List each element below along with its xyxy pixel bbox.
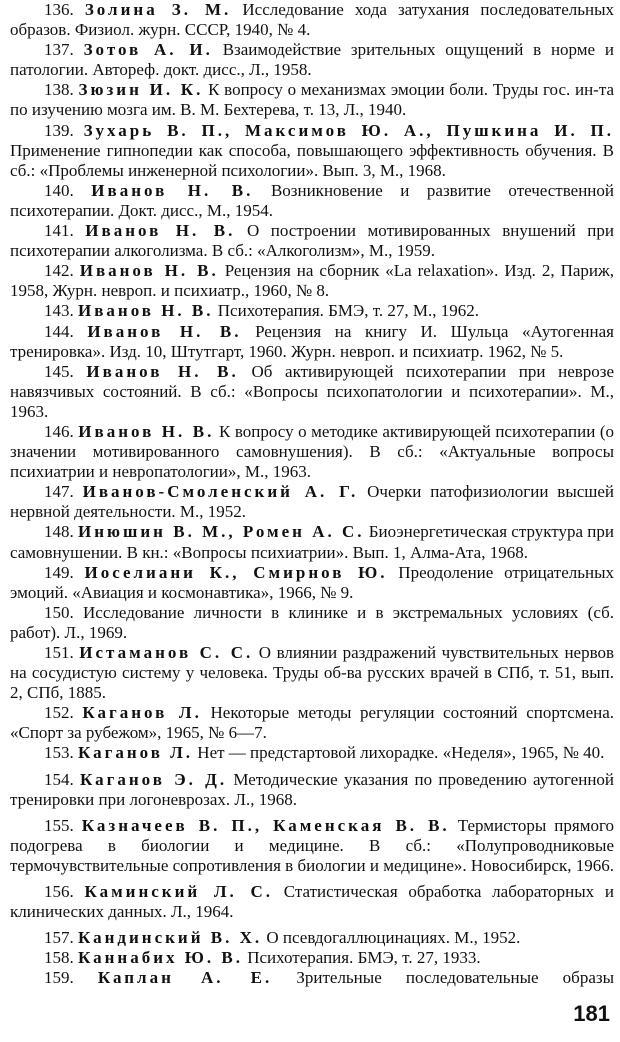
entry-number: 144. <box>44 321 74 341</box>
entry-text: Психотерапия. БМЭ, т. 27, М., 1962. <box>217 301 480 321</box>
entry-author: Иванов Н. В. <box>78 421 215 441</box>
entry-number: 158. <box>44 948 74 968</box>
entry-author: Иванов Н. В. <box>78 301 214 321</box>
entry-text: Взаимодействие зрительных ощущений в норме и патологии. Автореф. докт. дисс., Л., 1958. <box>10 40 615 80</box>
entry-author: Иванов Н. В. <box>91 180 254 200</box>
entry-number: 151. <box>44 643 74 662</box>
entry-author: Зухарь В. П., Максимов Ю. А., Пушкина И. П. <box>83 120 614 140</box>
bibliography-entry-156 <box>10 882 614 922</box>
bibliography-entry-140 <box>10 181 614 221</box>
entry-number: 157. <box>44 928 74 948</box>
entry-text: Рецензия на сборник «La relaxation». Изд. 2, Париж, 1958, Журн. невроп. и психиатр., 1960, № 8. <box>10 261 615 301</box>
entry-number: 156. <box>44 882 74 902</box>
entry-number: 145. <box>44 361 74 381</box>
entry-text: Психотерапия. БМЭ, т. 27, 1933. <box>247 948 481 968</box>
entry-author: Зотов А. И. <box>83 40 213 60</box>
bibliography-entry-157 <box>10 928 614 948</box>
entry-number: 147. <box>44 482 74 502</box>
page-number: 181 <box>573 1001 610 1026</box>
entry-author: Каганов Э. Д. <box>80 769 228 789</box>
entry-number: 149. <box>44 562 74 582</box>
entry-author: Иванов Н. В. <box>87 321 242 341</box>
entry-author: Казначеев В. П., Каменская В. В. <box>81 815 450 835</box>
entry-author: Иванов Н. В. <box>79 261 219 281</box>
entry-text: Об активирующей психотерапии при неврозе навязчивых состояний. В сб.: «Вопросы психопатологии и психотерапии». М., 1963. <box>10 361 615 421</box>
entry-author: Каннабих Ю. В. <box>78 948 243 968</box>
entry-text: Очерки патофизиологии высшей нервной деятельности. М., 1952. <box>10 482 615 522</box>
bibliography-entry-151 <box>10 643 614 703</box>
entry-number: 138. <box>44 80 74 100</box>
entry-text: Нет — предстартовой лихорадке. «Неделя», 1965, № 40. <box>197 743 605 763</box>
entry-text: Исследование личности в клинике и в экстремальных условиях (сб. работ). Л., 1969. <box>10 602 614 642</box>
entry-number: 140. <box>44 180 74 200</box>
bibliography-entry-138 <box>10 80 614 120</box>
bibliography-entry-158 <box>10 948 614 968</box>
entry-author: Каплан А. Е. <box>97 968 273 988</box>
entry-text: Преодоление отрицательных эмоций. «Авиация и космонавтика», 1966, № 9. <box>10 562 615 602</box>
entry-text: Термисторы прямого подогрева в биологии и медицине. В сб.: «Полупроводниковые термочувствительные сопротивления в биологии и медицине». Новосибирск, 1966. <box>10 815 615 875</box>
bibliography-entry-153 <box>10 743 614 763</box>
entry-text: Биоэнергетическая структура при самовнушении. В кн.: «Вопросы психиатрии». Вып. 1, Алма-Ата, 1968. <box>10 522 614 562</box>
bibliography-entry-146 <box>10 422 614 482</box>
entry-author: Истаманов С. С. <box>79 643 254 662</box>
entry-author: Иванов Н. В. <box>85 221 236 241</box>
entry-text: Методические указания по проведению аутогенной тренировки при логоневрозах. Л., 1968. <box>10 769 615 809</box>
bibliography-entry-154 <box>10 770 614 810</box>
bibliography-entry-137 <box>10 40 614 80</box>
bibliography-entry-144 <box>10 322 614 362</box>
entry-author: Каганов Л. <box>78 743 194 763</box>
entry-text: К вопросу о методике активирующей психотерапии (о значении мотивированного самовнушения). В сб.: «Актуальные вопросы психиатрии и невропатологии», М., 1963. <box>10 421 614 482</box>
entry-number: 154. <box>44 769 74 789</box>
entry-number: 159. <box>44 968 74 988</box>
bibliography-entry-136 <box>10 0 614 40</box>
entry-author: Зюзин И. К. <box>78 80 204 100</box>
entry-number: 137. <box>44 40 74 60</box>
entry-author: Инюшин В. М., Ромен А. С. <box>78 522 365 542</box>
bibliography-entry-149 <box>10 563 614 603</box>
entry-text: Статистическая обработка лабораторных и клинических данных. Л., 1964. <box>10 882 614 922</box>
entry-author: Иванов-Смоленский А. Г. <box>82 482 359 502</box>
entry-author: Золина З. М. <box>84 0 232 19</box>
bibliography-entry-155 <box>10 816 614 876</box>
bibliography-entry-150 <box>10 603 614 643</box>
bibliography-entry-143 <box>10 301 614 321</box>
entry-number: 141. <box>44 221 74 241</box>
entry-text: К вопросу о механизмах эмоции боли. Труды гос. ин-та по изучению мозга им. В. М. Бехтерева, т. 13, Л., 1940. <box>10 80 615 120</box>
entry-number: 150. <box>44 602 74 622</box>
entry-number: 152. <box>44 703 74 723</box>
entry-number: 148. <box>44 522 74 542</box>
entry-number: 136. <box>44 0 74 19</box>
entry-number: 146. <box>44 421 74 441</box>
bibliography-entry-152 <box>10 703 614 743</box>
entry-text: Некоторые методы регуляции состояний спортсмена. «Спорт за рубежом», 1965, № 6—7. <box>10 703 615 743</box>
entry-number: 143. <box>44 301 74 321</box>
bibliography-page <box>10 0 614 989</box>
entry-number: 142. <box>44 261 74 281</box>
entry-number: 153. <box>44 743 74 763</box>
entry-author: Иванов Н. В. <box>86 361 239 381</box>
entry-text: Применение гипнопедии как способа, повышающего эффективность обучения. В сб.: «Проблемы инженерной психологии». Вып. 3, М., 1968. <box>10 140 614 180</box>
entry-author: Каминский Л. С. <box>84 882 274 902</box>
entry-text: О псевдогаллюцинациях. М., 1952. <box>266 928 521 948</box>
entry-text: Зрительные последовательные образы <box>296 968 615 988</box>
bibliography-entry-145 <box>10 362 614 422</box>
bibliography-entry-148 <box>10 522 614 562</box>
entry-number: 155. <box>44 815 74 835</box>
entry-author: Иоселиани К., Смирнов Ю. <box>84 562 388 582</box>
entry-text: Возникновение и развитие отечественной психотерапии. Докт. дисс., М., 1954. <box>10 180 615 220</box>
entry-number: 139. <box>44 120 74 140</box>
entry-author: Каганов Л. <box>82 703 202 723</box>
entry-text: Исследование хода затухания последовательных образов. Физиол. журн. СССР, 1940, № 4. <box>10 0 615 40</box>
entry-author: Кандинский В. Х. <box>78 928 263 948</box>
entry-text: О построении мотивированных внушений при психотерапии алкоголизма. В сб.: «Алкоголизм», М., 1959. <box>10 221 615 261</box>
bibliography-entry-142 <box>10 261 614 301</box>
bibliography-entry-141 <box>10 221 614 261</box>
entry-text: О влиянии раздражений чувствительных нервов на сосудистую систему у человека. Труды об-ва русских врачей в СПб, т. 51, вып. 2, СПб, 1885. <box>10 643 615 703</box>
bibliography-entry-147 <box>10 482 614 522</box>
bibliography-entry-159 <box>10 968 614 988</box>
bibliography-entry-139 <box>10 121 614 181</box>
entry-text: Рецензия на книгу И. Шульца «Аутогенная тренировка». Изд. 10, Штутгарт, 1960. Журн. невроп. и психиатр. 1962, № 5. <box>10 321 614 361</box>
